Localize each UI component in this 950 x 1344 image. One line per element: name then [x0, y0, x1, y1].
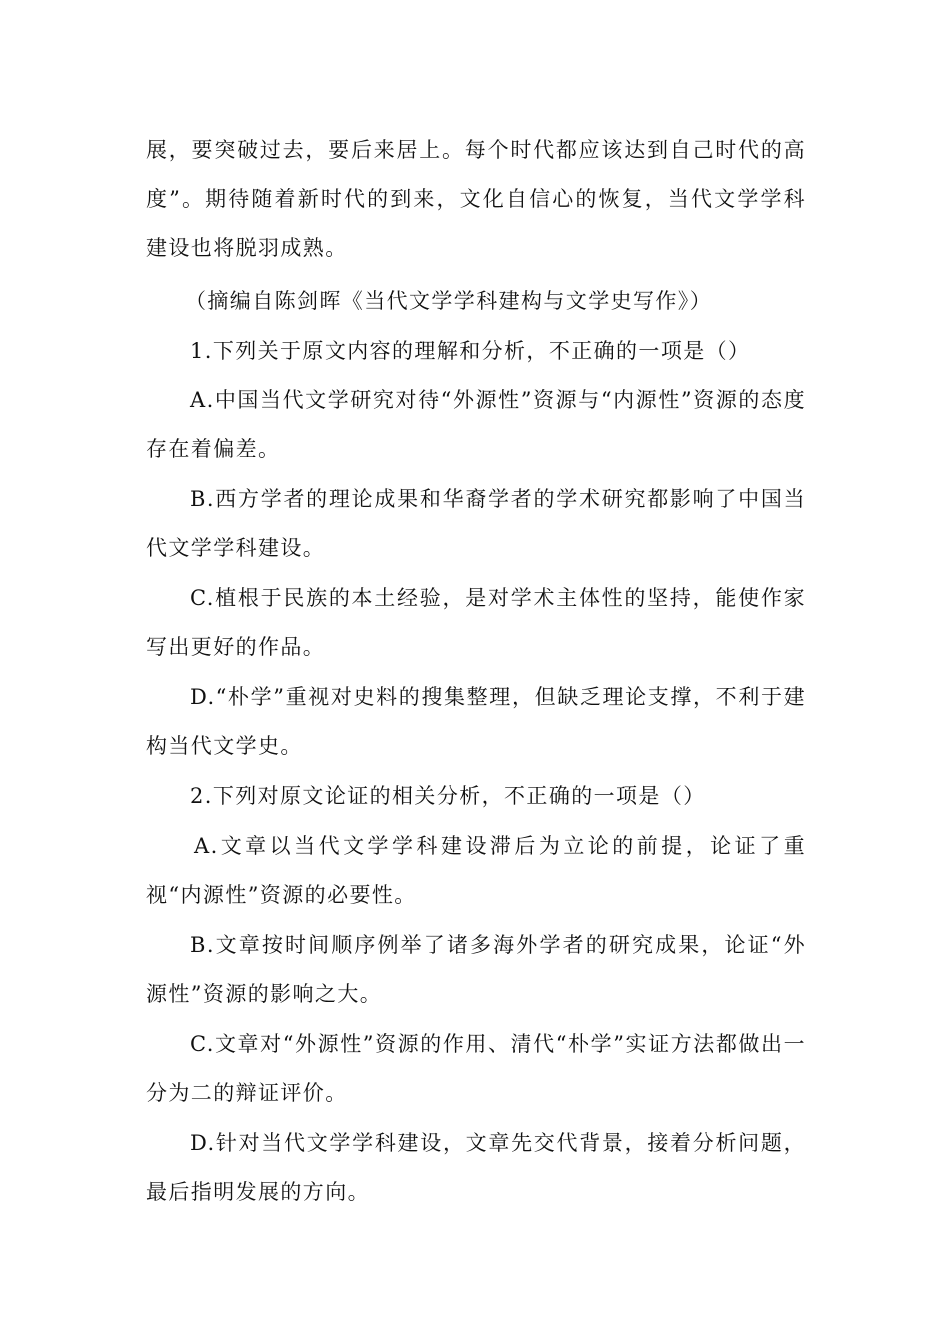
question-2-option-c: C.文章对“外源性”资源的作用、清代“朴学”实证方法都做出一分为二的辩证评价。 [146, 1032, 806, 1105]
question-1-option-b: B.西方学者的理论成果和华裔学者的学术研究都影响了中国当代文学学科建设。 [146, 487, 806, 560]
question-2-option-b: B.文章按时间顺序例举了诸多海外学者的研究成果，论证“外源性”资源的影响之大。 [146, 933, 806, 1006]
passage-continuation: 展，要突破过去，要后来居上。每个时代都应该达到自己时代的高度”。期待随着新时代的到来，文化自信心的恢复，当代文学学科建设也将脱羽成熟。 [146, 138, 806, 260]
question-2-option-d: D.针对当代文学学科建设，文章先交代背景，接着分析问题，最后指明发展的方向。 [146, 1131, 806, 1204]
question-1-option-a: A.中国当代文学研究对待“外源性”资源与“内源性”资源的态度存在着偏差。 [146, 388, 806, 461]
question-1-option-c: C.植根于民族的本土经验，是对学术主体性的坚持，能使作家写出更好的作品。 [146, 586, 806, 659]
source-citation: （摘编自陈剑晖《当代文学学科建构与文学史写作》） [185, 289, 713, 313]
question-1-stem: 1.下列关于原文内容的理解和分析，不正确的一项是（） [190, 339, 751, 363]
question-1-option-d: D.“朴学”重视对史料的搜集整理，但缺乏理论支撑，不利于建构当代文学史。 [146, 685, 806, 758]
question-2-option-a: A.文章以当代文学学科建设滞后为立论的前提，论证了重视“内源性”资源的必要性。 [146, 834, 806, 907]
question-2-stem: 2.下列对原文论证的相关分析，不正确的一项是（） [190, 784, 706, 808]
